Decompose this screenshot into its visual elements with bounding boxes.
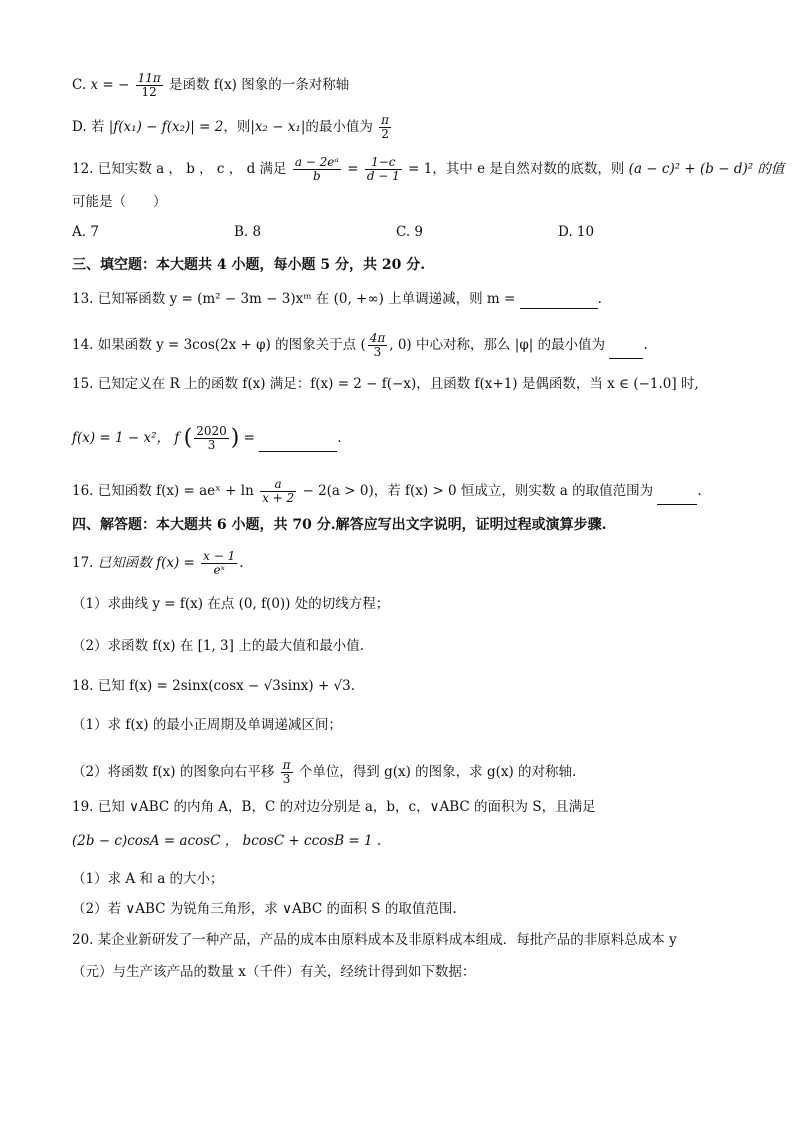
- fraction: [201, 550, 237, 577]
- math-expr: =: [347, 161, 359, 177]
- fraction: [368, 332, 388, 359]
- question-15-line2: [72, 425, 342, 452]
- math-expr: f(x) = 1 − x²， f: [72, 430, 180, 446]
- question-number: 14.: [72, 337, 94, 353]
- math-expr: |f(x₁) − f(x₂)| = 2: [108, 119, 224, 135]
- q12-option-b: B. 8: [234, 224, 262, 240]
- question-19-line2: (2b − c)cosA = acosC ， bcosC + ccosB = 1 .: [72, 833, 382, 849]
- option-text: 若: [90, 119, 105, 135]
- question-18-part-2: [72, 759, 576, 786]
- section-4-heading: 四、解答题：本大题共 6 小题，共 70 分.解答应写出文字说明，证明过程或演算步骤.: [72, 517, 607, 533]
- punctuation: .: [337, 430, 342, 446]
- answer-blank[interactable]: [657, 490, 697, 505]
- option-d: [72, 114, 393, 141]
- question-number: 12.: [72, 161, 94, 177]
- frac-den: 3: [207, 438, 216, 452]
- math-expr: 已知函数 f(x) =: [97, 555, 195, 571]
- question-text: = 1，其中 e 是自然对数的底数，则: [408, 161, 625, 177]
- math-expr: =: [243, 430, 255, 446]
- option-label: C.: [72, 77, 87, 93]
- frac-den: 3: [373, 345, 382, 359]
- question-text: 已知幂函数 y = (m² − 3m − 3)xᵐ 在 (0, +∞) 上单调递减，则 m =: [97, 291, 516, 307]
- answer-blank[interactable]: [609, 344, 643, 359]
- question-19-part-2: （2）若 ∨ABC 为锐角三角形，求 ∨ABC 的面积 S 的取值范围.: [72, 901, 457, 917]
- option-c: [72, 72, 349, 99]
- question-text: , 0) 中心对称，那么 |φ| 的最小值为: [389, 337, 606, 353]
- frac-den: 2: [381, 127, 389, 141]
- punctuation: .: [643, 337, 648, 353]
- option-label: D.: [72, 119, 87, 135]
- question-text: 已知定义在 R 上的函数 f(x) 满足：f(x) = 2 − f(−x)，且函数 f(x+1) 是偶函数，当 x ∈ (−1.0] 时,: [97, 376, 699, 392]
- punctuation: .: [697, 483, 702, 499]
- frac-den: 3: [282, 772, 291, 786]
- frac-num: a: [260, 478, 296, 492]
- question-20: [72, 930, 677, 950]
- question-text: 已知实数 a ， b ， c ， d 满足: [97, 161, 287, 177]
- question-12-line2: 可能是（ ）: [72, 194, 167, 210]
- option-text: ，则: [223, 119, 251, 135]
- answer-blank[interactable]: [520, 294, 598, 309]
- fraction: [293, 156, 341, 183]
- fraction: [260, 478, 296, 505]
- question-number: 19.: [72, 799, 94, 815]
- question-12: [72, 156, 784, 183]
- frac-num: 4π: [369, 331, 386, 345]
- fraction: [379, 114, 391, 141]
- frac-num: x − 1: [203, 549, 236, 563]
- question-number: 16.: [72, 483, 94, 499]
- frac-num: π: [381, 113, 390, 127]
- question-text: 已知 f(x) = 2sinx(cosx − √3sinx) + √3.: [97, 678, 356, 694]
- punctuation: .: [597, 291, 602, 307]
- frac-den: eˣ: [213, 563, 225, 577]
- fraction: [194, 425, 229, 452]
- question-19-part-1: （1）求 A 和 a 的大小；: [72, 871, 224, 887]
- frac-num: π: [282, 758, 291, 772]
- frac-num: 11π: [137, 71, 161, 85]
- frac-num: 2020: [196, 424, 227, 438]
- question-20-line2: （元）与生产该产品的数量 x（千件）有关，经统计得到如下数据：: [72, 964, 476, 980]
- question-text: 如果函数 y = 3cos(2x + φ) 的图象关于点 (: [97, 337, 366, 353]
- math-expr: x = −: [90, 77, 130, 93]
- question-15: [72, 374, 699, 394]
- q12-option-d: D. 10: [558, 224, 595, 240]
- question-number: 18.: [72, 678, 94, 694]
- fraction: [136, 72, 163, 99]
- frac-den: b: [313, 169, 321, 183]
- option-text: 是函数 f(x) 图象的一条对称轴: [169, 77, 350, 93]
- option-text: 的最小值为: [305, 119, 373, 135]
- question-text: 某企业新研发了一种产品，产品的成本由原料成本及非原料成本组成．每批产品的非原料总成本 y: [97, 932, 677, 948]
- question-17-part-2: （2）求函数 f(x) 在 [1, 3] 上的最大值和最小值.: [72, 638, 364, 654]
- punctuation: .: [239, 555, 244, 571]
- question-13: [72, 289, 602, 309]
- question-number: 13.: [72, 291, 94, 307]
- question-number: 20.: [72, 932, 94, 948]
- question-18-part-1: （1）求 f(x) 的最小正周期及单调递减区间；: [72, 717, 342, 733]
- question-17: [72, 550, 244, 577]
- question-number: 15.: [72, 376, 94, 392]
- frac-den: x + 2: [262, 491, 295, 505]
- answer-blank[interactable]: [259, 437, 337, 452]
- frac-den: 12: [141, 85, 157, 99]
- fraction: [281, 759, 293, 786]
- math-expr: |x₂ − x₁|: [250, 119, 306, 135]
- question-number: 17.: [72, 555, 94, 571]
- math-expr: (a − c)² + (b − d)² 的值: [628, 161, 785, 177]
- question-text: 个单位，得到 g(x) 的图象，求 g(x) 的对称轴.: [298, 764, 577, 780]
- question-19: [72, 797, 596, 817]
- q12-option-c: C. 9: [396, 224, 424, 240]
- question-17-part-1: （1）求曲线 y = f(x) 在点 (0, f(0)) 处的切线方程；: [72, 596, 390, 612]
- fraction: [365, 156, 402, 183]
- section-3-heading: 三、填空题：本大题共 4 小题，每小题 5 分，共 20 分.: [72, 257, 426, 273]
- question-text: − 2(a > 0)，若 f(x) > 0 恒成立，则实数 a 的取值范围为: [302, 483, 654, 499]
- question-16: [72, 478, 702, 505]
- question-text: （2）将函数 f(x) 的图象向右平移: [72, 764, 275, 780]
- paren-right: ): [230, 425, 240, 451]
- question-14: [72, 332, 648, 359]
- question-text: 已知 ∨ABC 的内角 A，B，C 的对边分别是 a，b，c，∨ABC 的面积为 S，且满足: [97, 799, 596, 815]
- q12-option-a: A. 7: [72, 224, 99, 240]
- frac-num: 1−c: [365, 156, 402, 170]
- paren-left: (: [183, 425, 193, 451]
- frac-den: d − 1: [366, 169, 400, 183]
- question-18: [72, 676, 355, 696]
- frac-num: a − 2eᵃ: [294, 155, 339, 169]
- question-text: 已知函数 f(x) = aeˣ + ln: [97, 483, 254, 499]
